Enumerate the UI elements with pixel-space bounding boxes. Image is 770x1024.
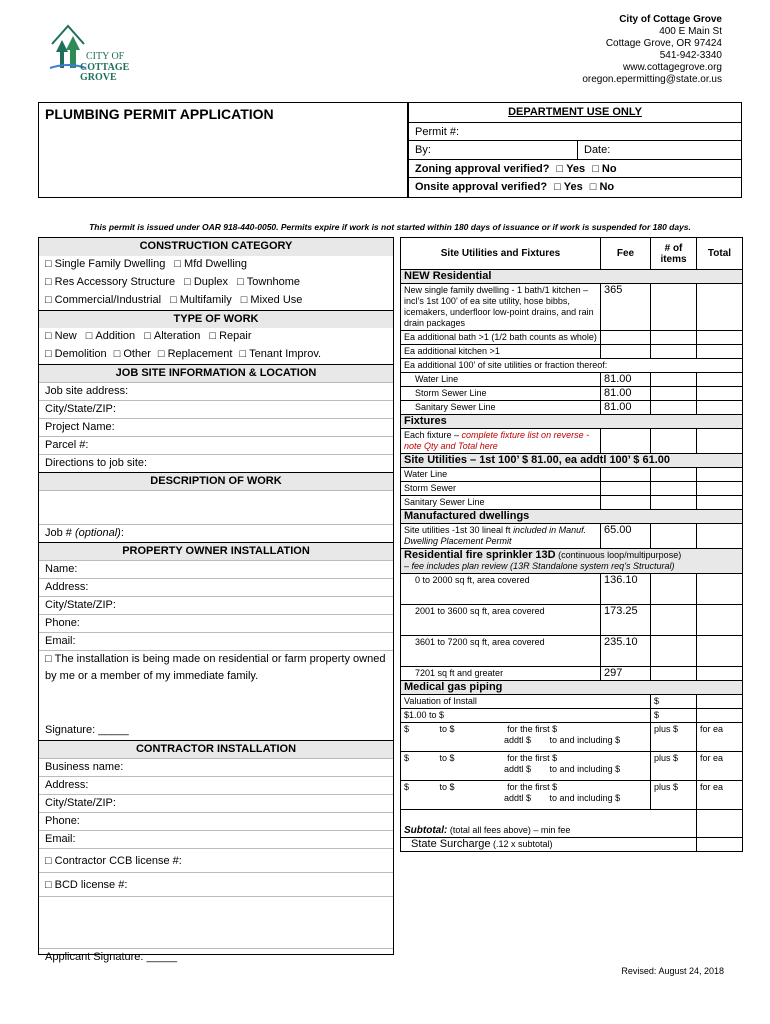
business-name-field[interactable]: Business name: bbox=[39, 758, 393, 776]
street: 400 E Main St bbox=[659, 26, 722, 37]
mfd-note: included in Manuf. Dwelling Placement Permit bbox=[404, 525, 587, 546]
range-for-first: for the first $ bbox=[507, 753, 558, 763]
fee-row bbox=[401, 429, 743, 454]
total-input[interactable] bbox=[697, 387, 743, 401]
owner-name-field[interactable]: Name: bbox=[39, 560, 393, 578]
items-input[interactable] bbox=[651, 574, 697, 605]
items-input[interactable] bbox=[651, 496, 697, 510]
add-100-label: Ea additional 100’ of site utilities or fraction thereof: bbox=[401, 359, 743, 373]
range-addtl: addtl $ bbox=[504, 793, 532, 803]
total-input[interactable] bbox=[697, 429, 743, 454]
fee-row bbox=[401, 752, 743, 781]
permit-number-field[interactable]: Permit #: bbox=[409, 122, 741, 141]
job-colon: : bbox=[120, 527, 124, 539]
total-input[interactable] bbox=[697, 331, 743, 345]
surcharge-row bbox=[401, 838, 743, 852]
bcd-license-row bbox=[39, 872, 393, 896]
bcd-checkbox[interactable] bbox=[45, 879, 55, 891]
cc-mfd-checkbox[interactable] bbox=[174, 258, 184, 270]
total-input[interactable] bbox=[697, 667, 743, 681]
section-new-residential bbox=[401, 270, 743, 284]
contractor-city-state-zip-field[interactable]: City/State/ZIP: bbox=[39, 794, 393, 812]
subtotal-row bbox=[401, 810, 743, 838]
range-plus[interactable]: plus $ bbox=[651, 781, 697, 810]
subtotal-note: (total all fees above) – min fee bbox=[447, 825, 571, 835]
fee-row bbox=[401, 331, 743, 345]
onsite-no-label: No bbox=[599, 181, 615, 193]
onsite-yes-checkbox[interactable] bbox=[554, 181, 564, 193]
total-input[interactable] bbox=[697, 524, 743, 549]
fee-row bbox=[401, 359, 743, 373]
sp4-label: 7201 sq ft and greater bbox=[401, 667, 601, 681]
surcharge-label: State Surcharge bbox=[411, 838, 491, 850]
tw-new-label: New bbox=[54, 330, 77, 342]
zoning-yes-label: Yes bbox=[566, 162, 586, 175]
tw-row-2 bbox=[39, 346, 393, 364]
job-address-field[interactable]: Job site address: bbox=[39, 382, 393, 400]
owner-city-state-zip-field[interactable]: City/State/ZIP: bbox=[39, 596, 393, 614]
job-optional-label: (optional) bbox=[74, 527, 121, 539]
department-use-box bbox=[408, 102, 742, 198]
onsite-row bbox=[409, 177, 741, 196]
range-for-ea: for ea bbox=[697, 723, 743, 752]
col-fee: Fee bbox=[601, 238, 651, 270]
contractor-email-field[interactable]: Email: bbox=[39, 830, 393, 848]
tw-addition-label: Addition bbox=[95, 330, 136, 342]
range-plus[interactable]: plus $ bbox=[651, 723, 697, 752]
onsite-yes-label: Yes bbox=[563, 181, 583, 193]
fixtures-label: Fixtures bbox=[401, 415, 743, 429]
cc-duplex-label: Duplex bbox=[193, 276, 229, 288]
zoning-no-label: No bbox=[601, 162, 617, 175]
fee-table bbox=[400, 237, 742, 852]
mfd-desc: Site utilities -1st 30 lineal ft bbox=[404, 525, 514, 535]
sp1-label: 0 to 2000 sq ft, area covered bbox=[401, 574, 601, 605]
section-site-utilities bbox=[401, 454, 743, 468]
email: oregon.epermitting@state.or.us bbox=[582, 74, 722, 85]
job-site-heading: JOB SITE INFORMATION & LOCATION bbox=[39, 364, 393, 382]
tw-repair-checkbox[interactable] bbox=[209, 330, 219, 342]
owner-install-heading: PROPERTY OWNER INSTALLATION bbox=[39, 542, 393, 560]
range-addtl: addtl $ bbox=[504, 735, 532, 745]
tw-addition-checkbox[interactable] bbox=[86, 330, 96, 342]
subtotal-label: Subtotal: bbox=[404, 825, 448, 836]
onsite-no-checkbox[interactable] bbox=[590, 181, 600, 193]
tw-alteration-checkbox[interactable] bbox=[144, 330, 154, 342]
sp2-label: 2001 to 3600 sq ft, area covered bbox=[401, 605, 601, 636]
fee-row bbox=[401, 496, 743, 510]
items-input[interactable] bbox=[651, 401, 697, 415]
cc-single-family-label: Single Family Dwelling bbox=[54, 258, 166, 270]
fee-row bbox=[401, 781, 743, 810]
title-box bbox=[38, 102, 408, 198]
fee-row bbox=[401, 695, 743, 709]
range-dollar: $ bbox=[404, 782, 410, 792]
fee-row bbox=[401, 345, 743, 359]
owner-statement-row bbox=[39, 650, 393, 722]
owner-phone-field[interactable]: Phone: bbox=[39, 614, 393, 632]
owner-email-field[interactable]: Email: bbox=[39, 632, 393, 650]
total-input[interactable] bbox=[697, 574, 743, 605]
cc-res-accessory-label: Res Accessory Structure bbox=[54, 276, 176, 288]
permit-notice: This permit is issued under OAR 918-440-0050. Permits expire if work is not started within 180 days of issuance or if work is suspended for 180 days. bbox=[89, 222, 691, 232]
dept-heading: DEPARTMENT USE ONLY bbox=[508, 106, 642, 118]
cc-row-3 bbox=[39, 292, 393, 310]
type-of-work-heading: TYPE OF WORK bbox=[39, 310, 393, 328]
logo-line2: COTTAGE GROVE bbox=[80, 62, 130, 83]
city-address bbox=[582, 14, 722, 86]
cc-commercial-checkbox[interactable] bbox=[45, 294, 55, 306]
cc-commercial-label: Commercial/Industrial bbox=[54, 294, 162, 306]
tw-repair-label: Repair bbox=[219, 330, 252, 342]
tw-other-checkbox[interactable] bbox=[114, 348, 124, 360]
construction-category-heading: CONSTRUCTION CATEGORY bbox=[39, 238, 393, 256]
fee-row bbox=[401, 401, 743, 415]
contractor-install-heading: CONTRACTOR INSTALLATION bbox=[39, 740, 393, 758]
manufactured-label: Manufactured dwellings bbox=[401, 510, 743, 524]
directions-field[interactable]: Directions to job site: bbox=[39, 454, 393, 472]
fee-row bbox=[401, 667, 743, 681]
city-logo bbox=[44, 22, 134, 83]
total-input[interactable] bbox=[697, 401, 743, 415]
sanitary-line-fee: 81.00 bbox=[601, 401, 651, 415]
contractor-address-field[interactable]: Address: bbox=[39, 776, 393, 794]
one-to-dollar[interactable]: $ bbox=[651, 709, 697, 723]
fee-row bbox=[401, 387, 743, 401]
range-to: to $ bbox=[439, 782, 455, 792]
cc-townhome-label: Townhome bbox=[246, 276, 300, 288]
range-dollar: $ bbox=[404, 753, 410, 763]
job-number-label: Job # bbox=[45, 527, 75, 539]
tw-replacement-label: Replacement bbox=[167, 348, 233, 360]
total-input[interactable] bbox=[697, 482, 743, 496]
cc-res-accessory-checkbox[interactable] bbox=[45, 276, 55, 288]
zoning-label: Zoning approval verified? bbox=[415, 162, 550, 175]
col-total: Total bbox=[697, 238, 743, 270]
owner-signature-field[interactable]: Signature: _____ bbox=[45, 724, 129, 736]
tw-other-label: Other bbox=[123, 348, 151, 360]
section-fixtures bbox=[401, 415, 743, 429]
range-to-incl: to and including $ bbox=[549, 735, 621, 745]
description-field[interactable] bbox=[39, 490, 393, 524]
job-city-state-zip-field[interactable]: City/State/ZIP: bbox=[39, 400, 393, 418]
items-input[interactable] bbox=[651, 468, 697, 482]
water-line-fee: 81.00 bbox=[601, 373, 651, 387]
zoning-no-checkbox[interactable] bbox=[592, 163, 602, 175]
surcharge-input[interactable] bbox=[697, 838, 743, 852]
items-input[interactable] bbox=[651, 429, 697, 454]
range-for-ea: for ea bbox=[697, 781, 743, 810]
cc-mfd-label: Mfd Dwelling bbox=[184, 258, 247, 270]
description-heading: DESCRIPTION OF WORK bbox=[39, 472, 393, 490]
tw-new-checkbox[interactable] bbox=[45, 330, 55, 342]
su-storm-label: Storm Sewer bbox=[401, 482, 601, 496]
tw-demolition-checkbox[interactable] bbox=[45, 348, 55, 360]
ccb-license-row bbox=[39, 848, 393, 872]
new-single-fee: 365 bbox=[601, 284, 651, 331]
bcd-label: BCD license #: bbox=[54, 879, 128, 891]
items-input[interactable] bbox=[651, 331, 697, 345]
fee-table-header bbox=[401, 238, 743, 270]
section-sprinkler bbox=[401, 549, 743, 574]
fee-row bbox=[401, 605, 743, 636]
storm-line-label: Storm Sewer Line bbox=[401, 387, 601, 401]
parcel-field[interactable]: Parcel #: bbox=[39, 436, 393, 454]
total-input[interactable] bbox=[697, 605, 743, 636]
subtotal-input[interactable] bbox=[697, 810, 743, 838]
col-description: Site Utilities and Fixtures bbox=[401, 238, 601, 270]
cc-mixed-use-checkbox[interactable] bbox=[241, 294, 251, 306]
cc-mixed-use-label: Mixed Use bbox=[250, 294, 303, 306]
total-input[interactable] bbox=[697, 284, 743, 331]
fixture-note: complete fixture list on reverse - note Qty and Total here bbox=[404, 430, 590, 451]
sp3-fee: 235.10 bbox=[601, 636, 651, 667]
col-items: # of items bbox=[651, 238, 697, 270]
cc-townhome-checkbox[interactable] bbox=[237, 276, 247, 288]
su-water-label: Water Line bbox=[401, 468, 601, 482]
items-input[interactable] bbox=[651, 387, 697, 401]
phone: 541-942-3340 bbox=[659, 50, 722, 61]
add-kitchen-label: Ea additional kitchen >1 bbox=[401, 345, 601, 359]
range-dollar: $ bbox=[404, 724, 410, 734]
sprinkler-label: Residential fire sprinkler 13D bbox=[404, 549, 556, 561]
by-field[interactable]: By: bbox=[415, 144, 431, 156]
surcharge-note: (.12 x subtotal) bbox=[490, 839, 553, 849]
range-to: to $ bbox=[439, 753, 455, 763]
owner-address-field[interactable]: Address: bbox=[39, 578, 393, 596]
storm-line-fee: 81.00 bbox=[601, 387, 651, 401]
job-number-field[interactable] bbox=[39, 524, 393, 542]
items-input[interactable] bbox=[651, 524, 697, 549]
valuation-dollar[interactable]: $ bbox=[651, 695, 697, 709]
tw-replacement-checkbox[interactable] bbox=[158, 348, 168, 360]
range-to-incl: to and including $ bbox=[549, 793, 621, 803]
applicant-signature-field[interactable]: Applicant Signature: _____ bbox=[39, 948, 393, 966]
project-name-field[interactable]: Project Name: bbox=[39, 418, 393, 436]
range-for-ea: for ea bbox=[697, 752, 743, 781]
sp2-fee: 173.25 bbox=[601, 605, 651, 636]
revised-date: Revised: August 24, 2018 bbox=[621, 966, 724, 976]
one-to-label: $1.00 to $ bbox=[401, 709, 651, 723]
fee-row bbox=[401, 574, 743, 605]
owner-statement-text: The installation is being made on residential or farm property owned by me or a member of my immediate family. bbox=[45, 653, 386, 682]
range-for-first: for the first $ bbox=[507, 724, 558, 734]
fee-row bbox=[401, 709, 743, 723]
applicant-section bbox=[38, 237, 394, 963]
each-fixture-label: Each fixture – bbox=[404, 430, 462, 440]
date-label: Date: bbox=[584, 144, 611, 156]
tw-demolition-label: Demolition bbox=[54, 348, 107, 360]
fee-row bbox=[401, 284, 743, 331]
cc-row-1 bbox=[39, 256, 393, 274]
medical-gas-label: Medical gas piping bbox=[401, 681, 743, 695]
tw-tenant-label: Tenant Improv. bbox=[249, 348, 322, 360]
tw-alteration-label: Alteration bbox=[153, 330, 201, 342]
items-input[interactable] bbox=[651, 284, 697, 331]
site-utilities-label: Site Utilities – 1st 100’ $ 81.00, ea addtl 100’ $ 61.00 bbox=[401, 454, 743, 468]
zoning-yes-checkbox[interactable] bbox=[557, 163, 567, 175]
cc-multifamily-checkbox[interactable] bbox=[170, 294, 180, 306]
fee-row bbox=[401, 482, 743, 496]
range-for-first: for the first $ bbox=[507, 782, 558, 792]
by-date-row bbox=[409, 140, 741, 159]
total-input[interactable] bbox=[697, 636, 743, 667]
owner-statement-checkbox[interactable] bbox=[45, 653, 55, 665]
total-input[interactable] bbox=[697, 496, 743, 510]
fee-row bbox=[401, 636, 743, 667]
items-input[interactable] bbox=[651, 667, 697, 681]
sprinkler-note: – fee includes plan review (13R Standalone system req’s Structural) bbox=[404, 561, 675, 571]
total-input[interactable] bbox=[697, 345, 743, 359]
logo-line1: CITY OF bbox=[86, 51, 125, 62]
section-manufactured bbox=[401, 510, 743, 524]
section-medical-gas bbox=[401, 681, 743, 695]
sp4-fee: 297 bbox=[601, 667, 651, 681]
sanitary-line-label: Sanitary Sewer Line bbox=[401, 401, 601, 415]
page-title: PLUMBING PERMIT APPLICATION bbox=[45, 106, 274, 122]
items-input[interactable] bbox=[651, 345, 697, 359]
blank-row bbox=[39, 896, 393, 948]
cc-row-2 bbox=[39, 274, 393, 292]
tw-row-1 bbox=[39, 328, 393, 346]
total-input[interactable] bbox=[697, 468, 743, 482]
new-residential-label: NEW Residential bbox=[401, 270, 743, 284]
items-input[interactable] bbox=[651, 636, 697, 667]
website: www.cottagegrove.org bbox=[623, 62, 722, 73]
fee-row bbox=[401, 468, 743, 482]
add-bath-label: Ea additional bath >1 (1/2 bath counts as whole) bbox=[401, 331, 601, 345]
sp3-label: 3601 to 7200 sq ft, area covered bbox=[401, 636, 601, 667]
cc-duplex-checkbox[interactable] bbox=[184, 276, 194, 288]
cc-multifamily-label: Multifamily bbox=[179, 294, 232, 306]
fee-row bbox=[401, 723, 743, 752]
city-name: City of Cottage Grove bbox=[619, 14, 722, 25]
onsite-label: Onsite approval verified? bbox=[415, 181, 548, 193]
items-input[interactable] bbox=[651, 605, 697, 636]
items-input[interactable] bbox=[651, 373, 697, 387]
sprinkler-paren: (continuous loop/multipurpose) bbox=[555, 550, 682, 560]
items-input[interactable] bbox=[651, 482, 697, 496]
cc-single-family-checkbox[interactable] bbox=[45, 258, 55, 270]
water-line-label: Water Line bbox=[401, 373, 601, 387]
tw-tenant-checkbox[interactable] bbox=[239, 348, 249, 360]
mfd-fee: 65.00 bbox=[601, 524, 651, 549]
city-state-zip: Cottage Grove, OR 97424 bbox=[605, 38, 722, 49]
zoning-row bbox=[409, 159, 741, 178]
fee-row bbox=[401, 524, 743, 549]
ccb-checkbox[interactable] bbox=[45, 855, 55, 867]
sp1-fee: 136.10 bbox=[601, 574, 651, 605]
range-to-incl: to and including $ bbox=[549, 764, 621, 774]
range-plus[interactable]: plus $ bbox=[651, 752, 697, 781]
date-field[interactable] bbox=[577, 141, 610, 159]
new-single-label: New single family dwelling - 1 bath/1 kitchen – incl’s 1st 100’ of ea site utility, hose bibbs, icemakers, underfloor low-point drains, and rain drain packages bbox=[401, 284, 601, 331]
total-input[interactable] bbox=[697, 373, 743, 387]
contractor-phone-field[interactable]: Phone: bbox=[39, 812, 393, 830]
su-sanitary-label: Sanitary Sewer Line bbox=[401, 496, 601, 510]
valuation-label: Valuation of Install bbox=[401, 695, 651, 709]
ccb-label: Contractor CCB license #: bbox=[54, 855, 182, 867]
fee-row bbox=[401, 373, 743, 387]
range-addtl: addtl $ bbox=[504, 764, 532, 774]
range-to: to $ bbox=[439, 724, 455, 734]
